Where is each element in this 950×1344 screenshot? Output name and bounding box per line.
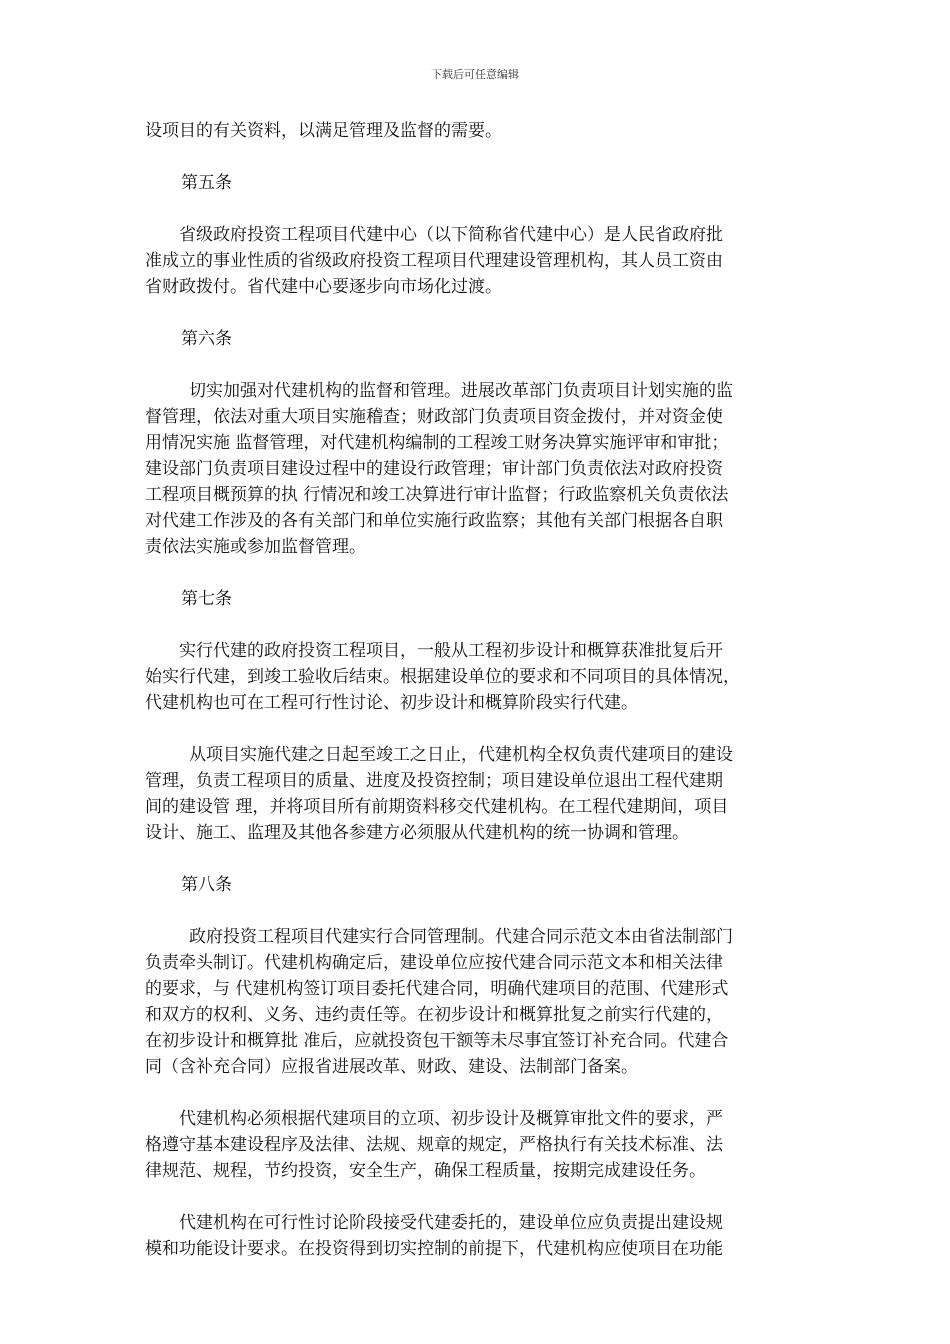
article-heading: 第七条: [181, 589, 232, 609]
paragraph-line: 切实加强对代建机构的监督和管理。进展改革部门负责项目计划实施的监: [189, 381, 733, 401]
paragraph-line: 用情况实施 监督管理，对代建机构编制的工程竣工财务决算实施评审和审批；: [145, 433, 729, 453]
paragraph-line: 实行代建的政府投资工程项目，一般从工程初步设计和概算获准批复后开: [179, 641, 723, 661]
paragraph-line: 对代建工作涉及的各有关部门和单位实施行政监察；其他有关部门根据各自职: [145, 511, 723, 531]
document-body: [145, 118, 805, 1288]
paragraph-line: 和双方的权利、义务、违约责任等。在初步设计和概算批复之前实行代建的，: [145, 1005, 723, 1025]
paragraph-line: 代建机构也可在工程可行性讨论、初步设计和概算阶段实行代建。: [145, 693, 638, 713]
paragraph: [145, 118, 805, 144]
paragraph-line: 准成立的事业性质的省级政府投资工程项目代理建设管理机构，其人员工资由: [145, 251, 723, 271]
article-heading: 第六条: [181, 329, 232, 349]
paragraph-line: 省财政拨付。省代建中心要逐步向市场化过渡。: [145, 277, 502, 297]
paragraph: [145, 222, 805, 300]
paragraph-line: 在初步设计和概算批 准后，应就投资包干额等未尽事宜签订补充合同。代建合: [145, 1031, 729, 1051]
paragraph-line: 政府投资工程项目代建实行合同管理制。代建合同示范文本由省法制部门: [189, 927, 733, 947]
paragraph-line: 负责牵头制订。代建机构确定后，建设单位应按代建合同示范文本和相关法律: [145, 953, 723, 973]
paragraph-line: 省级政府投资工程项目代建中心（以下简称省代建中心）是人民省政府批: [179, 225, 723, 245]
paragraph-line: 格遵守基本建设程序及法律、法规、规章的规定，严格执行有关技术标准、法: [145, 1135, 723, 1155]
article-heading: 第八条: [181, 875, 232, 895]
paragraph: [145, 1106, 805, 1184]
paragraph-line: 责依法实施或参加监督管理。: [145, 537, 366, 557]
paragraph-line: 工程项目概预算的执 行情况和竣工决算进行审计监督；行政监察机关负责依法: [145, 485, 729, 505]
paragraph-line: 设项目的有关资料，以满足管理及监督的需要。: [145, 121, 502, 141]
article-heading: 第五条: [181, 173, 232, 193]
paragraph-line: 设计、施工、监理及其他各参建方必须服从代建机构的统一协调和管理。: [145, 823, 689, 843]
page-header: 下载后可任意编辑: [431, 68, 519, 81]
paragraph: [145, 742, 805, 846]
paragraph: [145, 638, 805, 716]
paragraph: [145, 1210, 805, 1262]
paragraph-line: 间的建设管 理，并将项目所有前期资料移交代建机构。在工程代建期间，项目: [145, 797, 729, 817]
paragraph-line: 的要求，与 代建机构签订项目委托代建合同，明确代建项目的范围、代建形式: [145, 979, 729, 999]
paragraph: [145, 924, 805, 1080]
paragraph-line: 模和功能设计要求。在投资得到切实控制的前提下，代建机构应使项目在功能: [145, 1239, 723, 1259]
paragraph-line: 律规范、规程，节约投资，安全生产，确保工程质量，按期完成建设任务。: [145, 1161, 706, 1181]
paragraph-line: 代建机构必须根据代建项目的立项、初步设计及概算审批文件的要求，严: [179, 1109, 723, 1129]
paragraph-line: 代建机构在可行性讨论阶段接受代建委托的，建设单位应负责提出建设规: [179, 1213, 723, 1233]
paragraph-line: 管理，负责工程项目的质量、进度及投资控制；项目建设单位退出工程代建期: [145, 771, 723, 791]
paragraph-line: 同（含补充合同）应报省进展改革、财政、建设、法制部门备案。: [145, 1057, 638, 1077]
paragraph-line: 始实行代建，到竣工验收后结束。根据建设单位的要求和不同项目的具体情况，: [145, 667, 740, 687]
paragraph-line: 建设部门负责项目建设过程中的建设行政管理；审计部门负责依法对政府投资: [145, 459, 723, 479]
paragraph: [145, 378, 805, 560]
paragraph-line: 督管理，依法对重大项目实施稽查；财政部门负责项目资金拨付，并对资金使: [145, 407, 723, 427]
paragraph-line: 从项目实施代建之日起至竣工之日止，代建机构全权负责代建项目的建设: [189, 745, 733, 765]
